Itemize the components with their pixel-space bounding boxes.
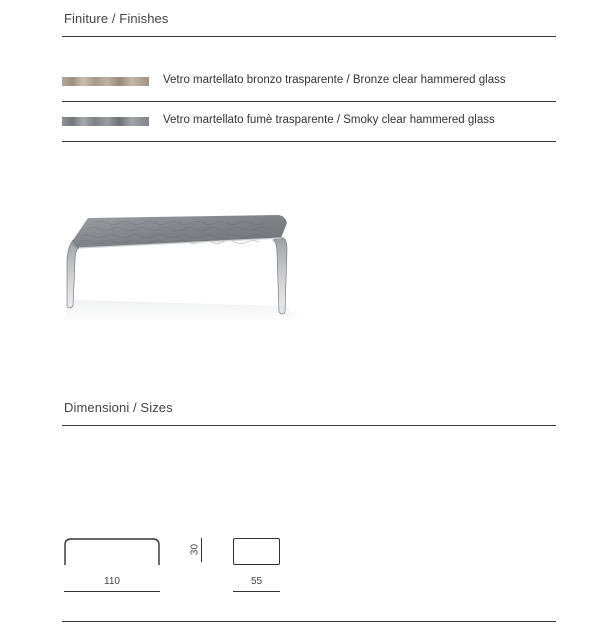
depth-dimension-line (233, 591, 280, 592)
depth-value: 55 (250, 576, 263, 587)
bronze-glass-swatch (62, 77, 149, 86)
front-view-outline (63, 537, 163, 567)
finish-divider-1 (62, 101, 556, 102)
side-view-outline (233, 538, 280, 565)
finishes-title: Finiture / Finishes (64, 11, 169, 26)
sizes-title-divider (62, 425, 556, 426)
sizes-title: Dimensioni / Sizes (64, 400, 173, 415)
smoky-glass-swatch (62, 117, 149, 126)
finish-label-smoky: Vetro martellato fumè trasparente / Smoky clear hammered glass (163, 114, 495, 126)
width-value: 110 (104, 576, 120, 587)
width-dimension-line (64, 591, 160, 592)
coffee-table-image (55, 188, 307, 323)
height-value: 30 (189, 543, 201, 556)
sizes-bottom-divider (62, 621, 556, 622)
finish-label-bronze: Vetro martellato bronzo trasparente / Bronze clear hammered glass (163, 74, 506, 86)
finish-divider-2 (62, 141, 556, 142)
height-dimension-line (201, 538, 202, 562)
finishes-title-divider (62, 36, 556, 37)
